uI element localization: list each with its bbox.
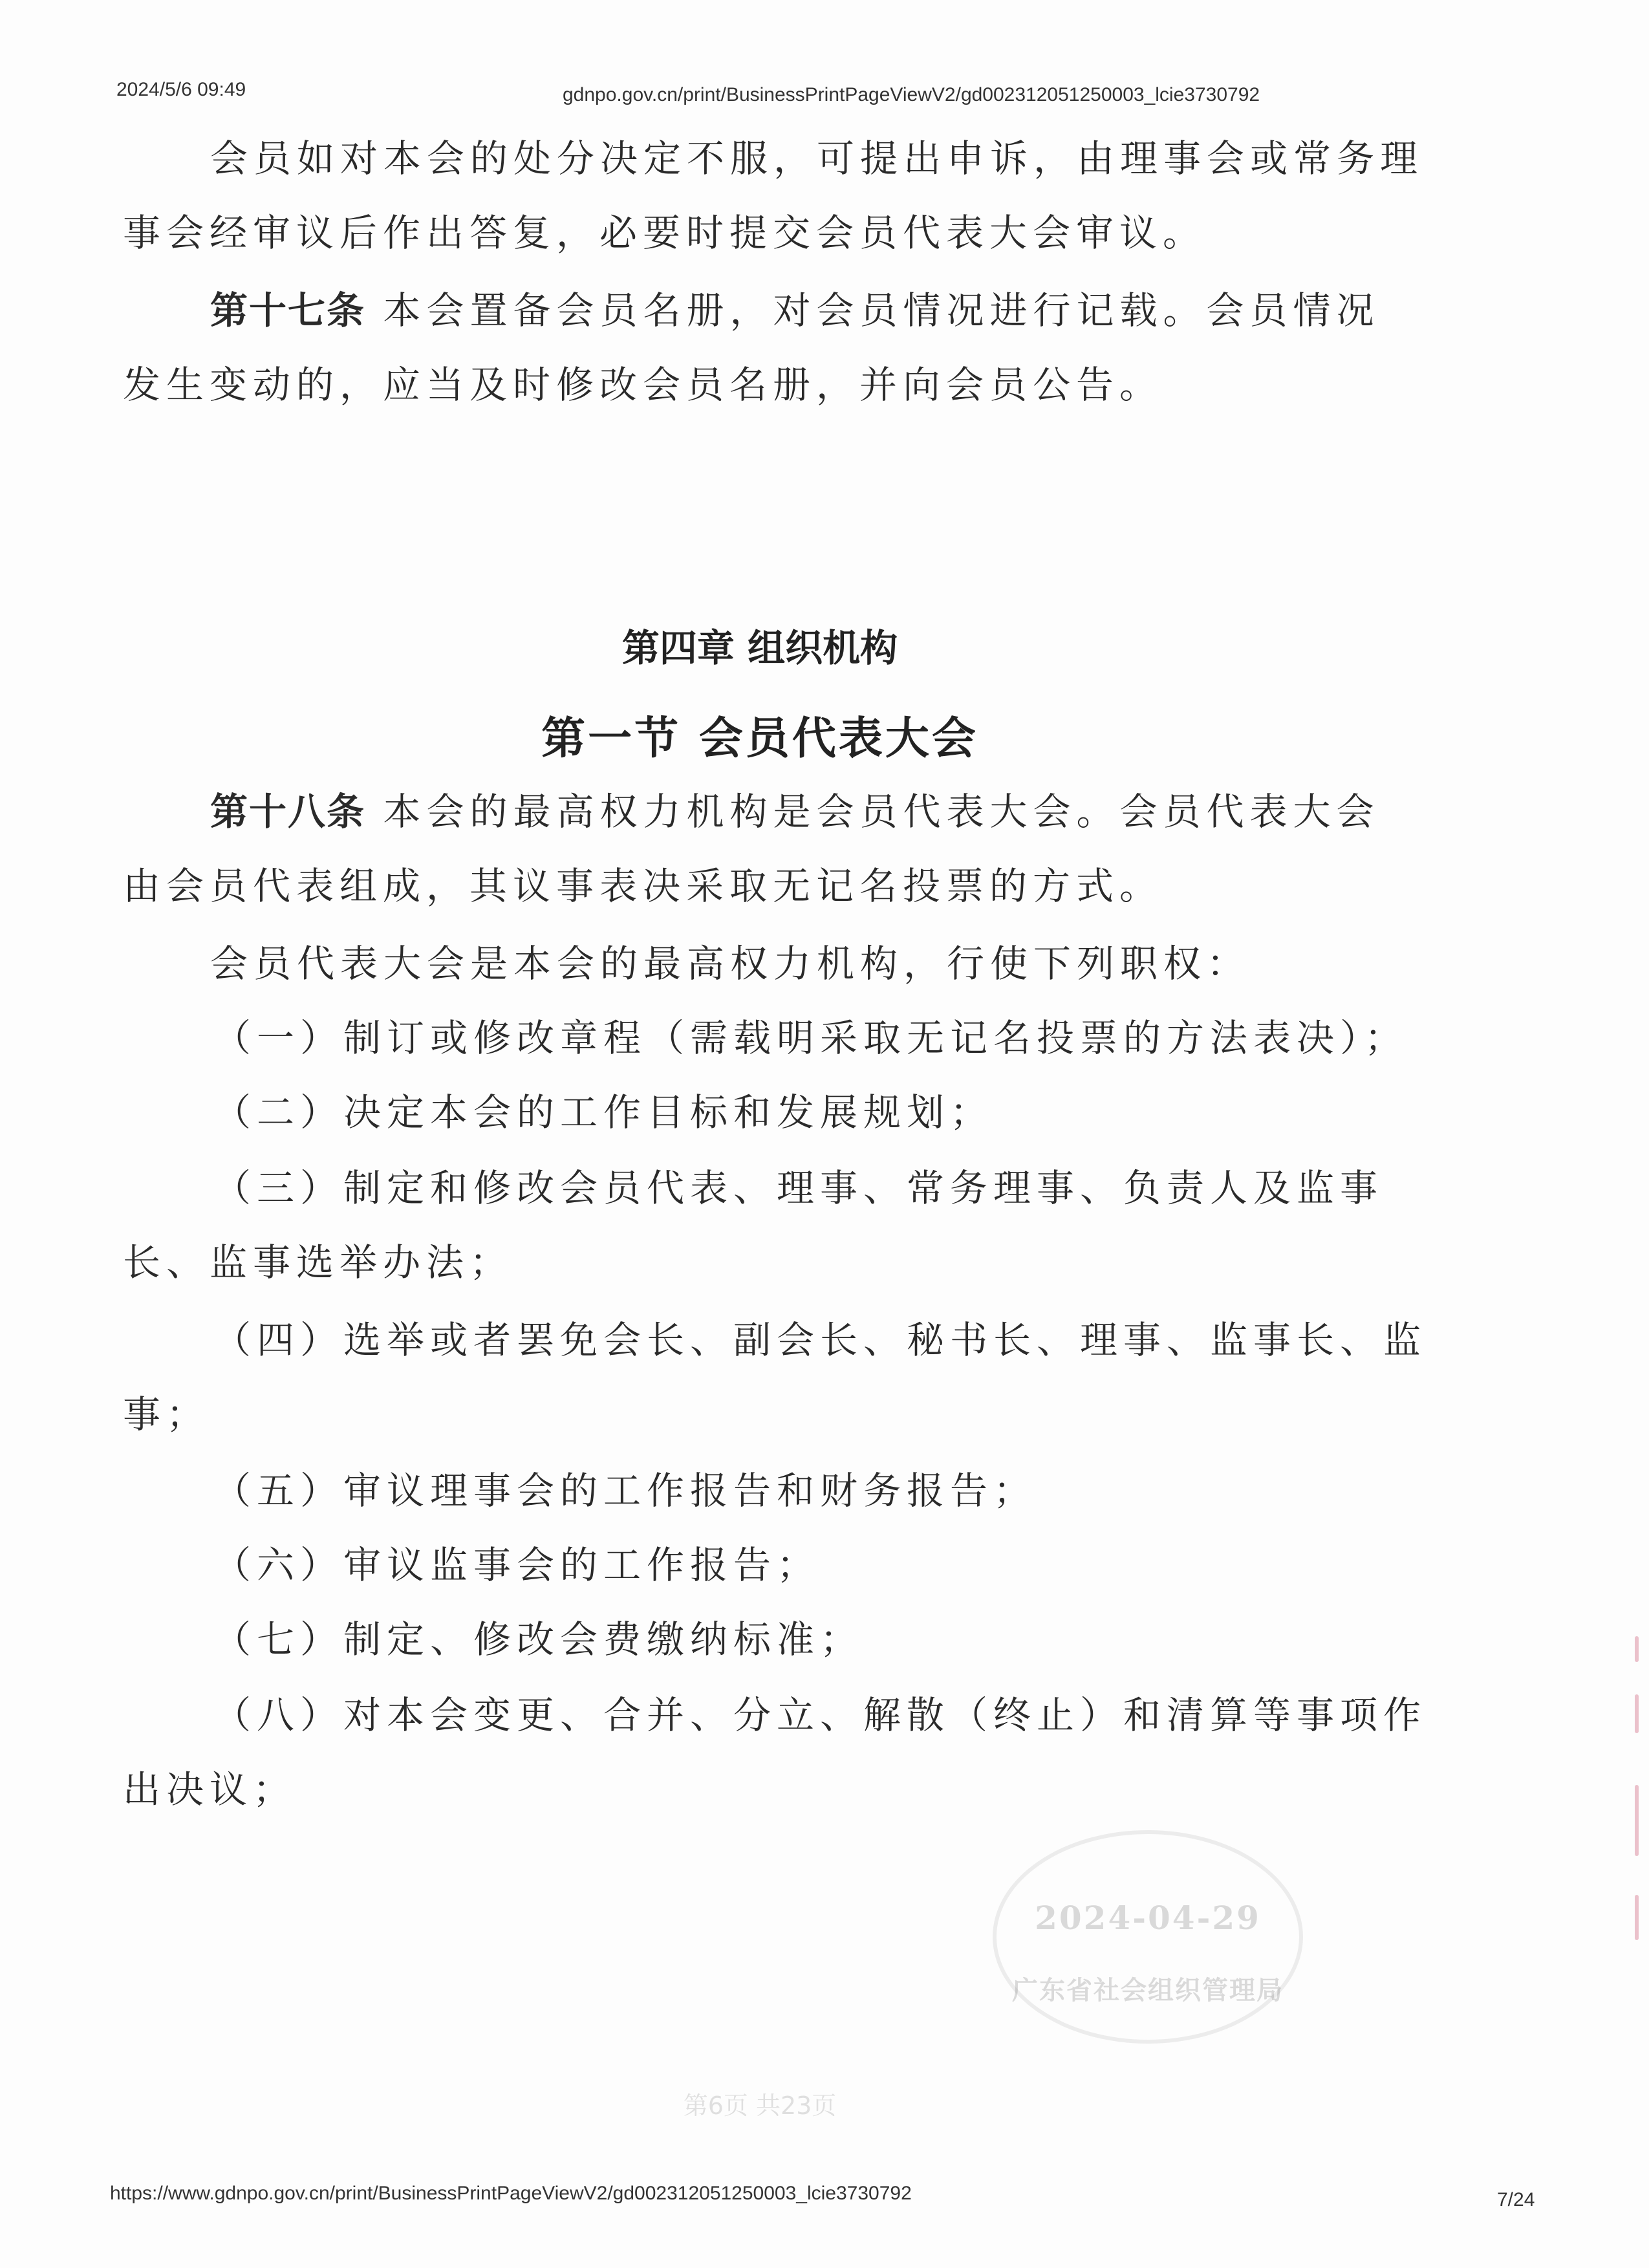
list-item: （八）对本会变更、合并、分立、解散（终止）和清算等事项作	[213, 1693, 1427, 1737]
list-item-continuation: 出决议；	[123, 1767, 297, 1811]
scan-edge-mark	[1635, 1636, 1639, 1662]
paragraph-line: 事会经审议后作出答复，必要时提交会员代表大会审议。	[123, 211, 1207, 255]
article-17-title: 第十七条	[210, 288, 366, 332]
article-17-text: 本会置备会员名册，对会员情况进行记载。会员情况	[383, 288, 1380, 332]
page-number-watermark: 第6页 共23页	[683, 2091, 837, 2120]
official-stamp	[993, 1830, 1303, 2044]
footer-url: https://www.gdnpo.gov.cn/print/BusinessPrintPageViewV2/gd002312051250003_lcie3730792	[110, 2183, 912, 2204]
header-datetime: 2024/5/6 09:49	[116, 79, 246, 100]
stamp-organization: 广东省社会组织管理局	[1012, 1975, 1284, 2005]
article-18	[210, 781, 1379, 836]
list-item: （六）审议监事会的工作报告；	[213, 1543, 821, 1587]
stamp-date: 2024-04-29	[1035, 1899, 1261, 1937]
scan-edge-mark	[1635, 1895, 1639, 1940]
list-item: （三）制定和修改会员代表、理事、常务理事、负责人及监事	[213, 1166, 1384, 1210]
article-17	[210, 280, 1379, 334]
scan-edge-mark	[1635, 1785, 1639, 1856]
list-item: （五）审议理事会的工作报告和财务报告；	[213, 1469, 1037, 1513]
section-heading: 第一节 会员代表大会	[541, 713, 978, 764]
footer-page-number: 7/24	[1497, 2189, 1535, 2210]
paragraph-line: 发生变动的，应当及时修改会员名册，并向会员公告。	[123, 363, 1163, 407]
header-url: gdnpo.gov.cn/print/BusinessPrintPageViewV2/gd002312051250003_lcie3730792	[563, 84, 1260, 105]
scan-edge-mark	[1635, 1694, 1639, 1733]
list-item: （四）选举或者罢免会长、副会长、秘书长、理事、监事长、监	[213, 1318, 1427, 1362]
paragraph-line: 由会员代表组成，其议事表决采取无记名投票的方式。	[123, 864, 1163, 908]
paragraph-line: 会员如对本会的处分决定不服，可提出申诉，由理事会或常务理	[210, 136, 1424, 180]
list-item-continuation: 事；	[123, 1392, 210, 1436]
paragraph-line: 会员代表大会是本会的最高权力机构，行使下列职权：	[210, 942, 1251, 986]
list-item: （七）制定、修改会费缴纳标准；	[213, 1617, 864, 1661]
article-18-text: 本会的最高权力机构是会员代表大会。会员代表大会	[383, 790, 1380, 834]
chapter-heading: 第四章 组织机构	[621, 626, 898, 670]
list-item: （一）制订或修改章程（需载明采取无记名投票的方法表决）；	[213, 1016, 1408, 1060]
list-item-continuation: 长、监事选举办法；	[123, 1240, 513, 1284]
article-18-title: 第十八条	[210, 790, 366, 834]
list-item: （二）决定本会的工作目标和发展规划；	[213, 1090, 994, 1134]
